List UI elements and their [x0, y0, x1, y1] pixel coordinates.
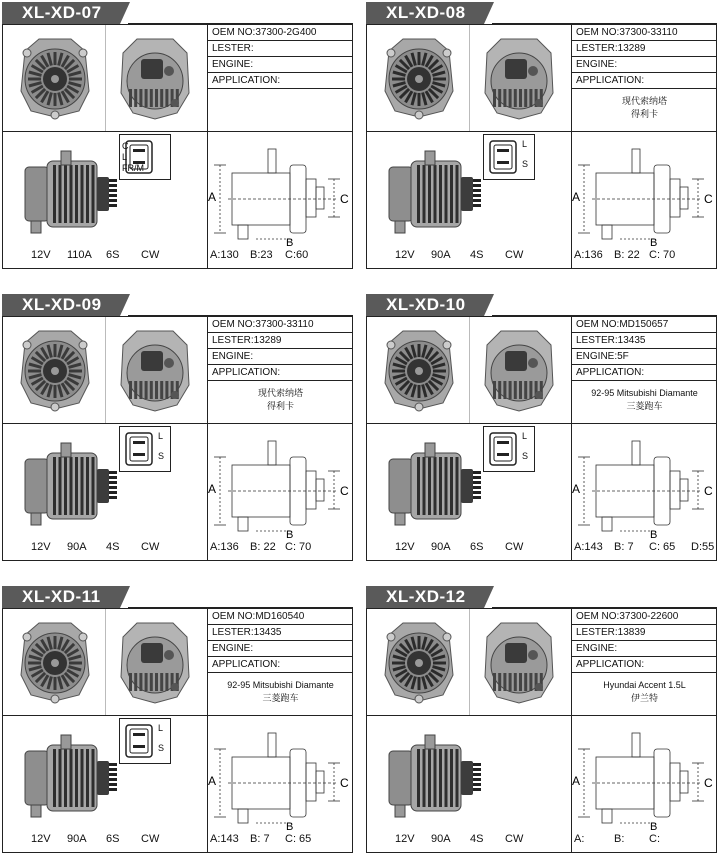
spec-value: 4S: [470, 249, 484, 261]
spec-value: 90A: [67, 541, 87, 553]
spec-value: 90A: [431, 541, 451, 553]
spec-value: CW: [505, 541, 524, 553]
spec-value: 12V: [31, 541, 51, 553]
application-line-1: 92-95 Mitsubishi Diamante: [591, 388, 698, 398]
oem-number: OEM NO:MD150657: [572, 317, 717, 333]
connector-pin-label: L: [122, 152, 128, 162]
spec-value: 4S: [106, 541, 120, 553]
alternator-front-photo: [15, 31, 95, 128]
section-divider: [367, 131, 716, 132]
connector-pin-label: S: [522, 451, 529, 461]
connector-pin-label: S: [158, 743, 165, 753]
alternator-side-photo: [17, 731, 127, 828]
section-divider: [3, 423, 352, 424]
application-line-1: 现代索纳塔: [257, 388, 303, 398]
application-line-2: 伊兰特: [630, 693, 658, 703]
connector-pin-label: S: [522, 159, 529, 169]
spec-value: 12V: [395, 541, 415, 553]
dimension-value: C: 65: [649, 541, 676, 553]
section-divider: [367, 715, 716, 716]
electrical-specs: [367, 249, 571, 265]
spec-value: 4S: [470, 833, 484, 845]
spec-info-table: [571, 317, 717, 423]
title-slash: [120, 294, 130, 316]
electrical-specs: [3, 541, 207, 557]
spec-value: 110A: [67, 249, 92, 261]
spec-value: CW: [141, 541, 160, 553]
application-label: APPLICATION:: [208, 657, 353, 673]
dimension-diagram: [208, 135, 352, 247]
application-note: [208, 387, 353, 413]
application-line-2: 得利卡: [266, 401, 294, 411]
spec-value: 12V: [395, 833, 415, 845]
card-frame: [366, 608, 717, 853]
dimension-diagram: [208, 427, 352, 539]
svg-text:B: B: [650, 529, 658, 539]
dimension-value: C: 70: [285, 541, 312, 553]
alternator-side-photo: [17, 439, 127, 536]
product-card: [366, 294, 717, 561]
product-card: [2, 294, 353, 561]
application-label: APPLICATION:: [572, 657, 717, 673]
connector-pin-label: FR/M: [122, 163, 144, 173]
dimension-value: B: 22: [250, 541, 276, 553]
dimension-value: B: 22: [614, 249, 640, 261]
electrical-specs: [367, 541, 571, 557]
photo-divider: [469, 317, 470, 423]
spec-value: 12V: [31, 249, 51, 261]
product-card: [366, 2, 717, 269]
svg-text:A: A: [572, 774, 581, 788]
card-frame: [2, 316, 353, 561]
alternator-rear-photo: [479, 323, 559, 420]
dimension-value: B:23: [250, 249, 273, 261]
spec-value: 12V: [31, 833, 51, 845]
dimension-diagram: [208, 719, 352, 831]
alternator-rear-photo: [115, 323, 195, 420]
dimension-diagram: [572, 427, 716, 539]
alternator-front-photo: [15, 615, 95, 712]
spec-value: CW: [505, 833, 524, 845]
application-note: [572, 387, 717, 413]
alternator-side-photo: [17, 147, 127, 244]
oem-number: OEM NO:37300-2G400: [208, 25, 353, 41]
section-divider: [3, 131, 352, 132]
svg-text:C: C: [340, 776, 349, 790]
card-title: XL-XD-10: [386, 295, 466, 314]
electrical-specs: [367, 833, 571, 849]
title-slash: [484, 294, 494, 316]
spec-info-table: [207, 25, 353, 131]
spec-value: 90A: [431, 249, 451, 261]
alternator-rear-photo: [115, 31, 195, 128]
spec-value: 12V: [395, 249, 415, 261]
alternator-rear-photo: [479, 615, 559, 712]
connector-pin-label: L: [522, 139, 528, 149]
dimension-diagram: [572, 135, 716, 247]
product-card: [2, 2, 353, 269]
dimension-values: [572, 249, 716, 265]
dimension-diagram: [572, 719, 716, 831]
spec-value: CW: [141, 833, 160, 845]
spec-value: 90A: [431, 833, 451, 845]
lester-number: LESTER:13289: [208, 333, 353, 349]
oem-number: OEM NO:37300-22600: [572, 609, 717, 625]
svg-text:B: B: [286, 529, 294, 539]
application-line-2: 三菱跑车: [626, 401, 663, 411]
lester-number: LESTER:13435: [572, 333, 717, 349]
application-label: APPLICATION:: [572, 73, 717, 89]
connector-pin-label: L: [522, 431, 528, 441]
alternator-rear-photo: [115, 615, 195, 712]
dimension-value: B: 7: [614, 541, 634, 553]
svg-text:C: C: [704, 776, 713, 790]
dimension-value: A:: [574, 833, 585, 845]
alternator-side-photo: [381, 439, 491, 536]
title-slash: [120, 2, 130, 24]
spec-info-table: [571, 25, 717, 131]
plug-connector: [119, 426, 171, 472]
alternator-rear-photo: [479, 31, 559, 128]
engine: ENGINE:5F: [572, 349, 717, 365]
photo-divider: [105, 317, 106, 423]
connector-pin-label: C: [122, 141, 129, 151]
svg-text:A: A: [572, 482, 581, 496]
engine: ENGINE:: [208, 57, 353, 73]
spec-value: CW: [141, 249, 160, 261]
dimension-value: A:136: [210, 541, 239, 553]
alternator-front-photo: [379, 615, 459, 712]
application-label: APPLICATION:: [572, 365, 717, 381]
title-slash: [484, 2, 494, 24]
dimension-value: D:55: [691, 541, 715, 553]
svg-text:B: B: [650, 821, 658, 831]
engine: ENGINE:: [208, 349, 353, 365]
spec-info-table: [207, 317, 353, 423]
dimension-values: [208, 833, 352, 849]
application-label: APPLICATION:: [208, 365, 353, 381]
spec-info-table: [207, 609, 353, 715]
card-title: XL-XD-07: [22, 3, 102, 22]
application-label: APPLICATION:: [208, 73, 353, 89]
dimension-value: A:143: [574, 541, 603, 553]
dimension-value: A:130: [210, 249, 239, 261]
title-slash: [484, 586, 494, 608]
dimension-value: C: 65: [285, 833, 312, 845]
oem-number: OEM NO:MD160540: [208, 609, 353, 625]
application-line-1: Hyundai Accent 1.5L: [603, 680, 686, 690]
engine: ENGINE:: [208, 641, 353, 657]
card-title: XL-XD-09: [22, 295, 102, 314]
svg-text:A: A: [208, 482, 217, 496]
connector-pin-label: L: [158, 431, 164, 441]
oem-number: OEM NO:37300-33110: [208, 317, 353, 333]
svg-text:C: C: [340, 484, 349, 498]
lester-number: LESTER:13289: [572, 41, 717, 57]
connector-pin-label: S: [158, 451, 165, 461]
photo-divider: [105, 609, 106, 715]
plug-connector: [119, 718, 171, 764]
card-title: XL-XD-12: [386, 587, 466, 606]
card-title: XL-XD-08: [386, 3, 466, 22]
dimension-values: [208, 249, 352, 265]
plug-connector: [483, 134, 535, 180]
card-frame: [2, 24, 353, 269]
dimension-value: B: 7: [250, 833, 270, 845]
product-card: [2, 586, 353, 853]
spec-value: CW: [505, 249, 524, 261]
card-title: XL-XD-11: [22, 587, 101, 606]
alternator-front-photo: [15, 323, 95, 420]
svg-text:C: C: [704, 484, 713, 498]
svg-text:B: B: [286, 237, 294, 247]
svg-text:C: C: [704, 192, 713, 206]
dimension-value: C: 70: [649, 249, 676, 261]
dimension-value: C:60: [285, 249, 309, 261]
svg-text:C: C: [340, 192, 349, 206]
connector-pin-label: L: [158, 723, 164, 733]
lester-number: LESTER:13435: [208, 625, 353, 641]
plug-connector: [483, 426, 535, 472]
alternator-front-photo: [379, 323, 459, 420]
engine: ENGINE:: [572, 57, 717, 73]
application-line-2: 得利卡: [630, 109, 658, 119]
svg-text:A: A: [208, 774, 217, 788]
dimension-value: A:136: [574, 249, 603, 261]
plug-connector: [119, 134, 171, 180]
application-line-2: 三菱跑车: [262, 693, 299, 703]
spec-value: 6S: [106, 833, 120, 845]
photo-divider: [469, 25, 470, 131]
alternator-side-photo: [381, 147, 491, 244]
photo-divider: [105, 25, 106, 131]
dimension-value: B:: [614, 833, 625, 845]
svg-text:B: B: [286, 821, 294, 831]
application-note: [572, 95, 717, 121]
svg-text:A: A: [572, 190, 581, 204]
spec-value: 90A: [67, 833, 87, 845]
dimension-values: [572, 833, 716, 849]
application-note: [572, 679, 717, 705]
lester-number: LESTER:: [208, 41, 353, 57]
application-line-1: 92-95 Mitsubishi Diamante: [227, 680, 334, 690]
card-frame: [2, 608, 353, 853]
engine: ENGINE:: [572, 641, 717, 657]
card-frame: [366, 316, 717, 561]
alternator-front-photo: [379, 31, 459, 128]
product-card: [366, 586, 717, 853]
electrical-specs: [3, 833, 207, 849]
svg-text:B: B: [650, 237, 658, 247]
lester-number: LESTER:13839: [572, 625, 717, 641]
svg-text:A: A: [208, 190, 217, 204]
dimension-values: [208, 541, 352, 557]
spec-value: 6S: [470, 541, 484, 553]
electrical-specs: [3, 249, 207, 265]
section-divider: [3, 715, 352, 716]
spec-info-table: [571, 609, 717, 715]
alternator-side-photo: [381, 731, 491, 828]
card-frame: [366, 24, 717, 269]
photo-divider: [469, 609, 470, 715]
oem-number: OEM NO:37300-33110: [572, 25, 717, 41]
dimension-values: [572, 541, 716, 557]
dimension-value: A:143: [210, 833, 239, 845]
spec-value: 6S: [106, 249, 120, 261]
application-note: [208, 679, 353, 705]
application-line-1: 现代索纳塔: [621, 96, 667, 106]
section-divider: [367, 423, 716, 424]
title-slash: [120, 586, 130, 608]
dimension-value: C:: [649, 833, 660, 845]
